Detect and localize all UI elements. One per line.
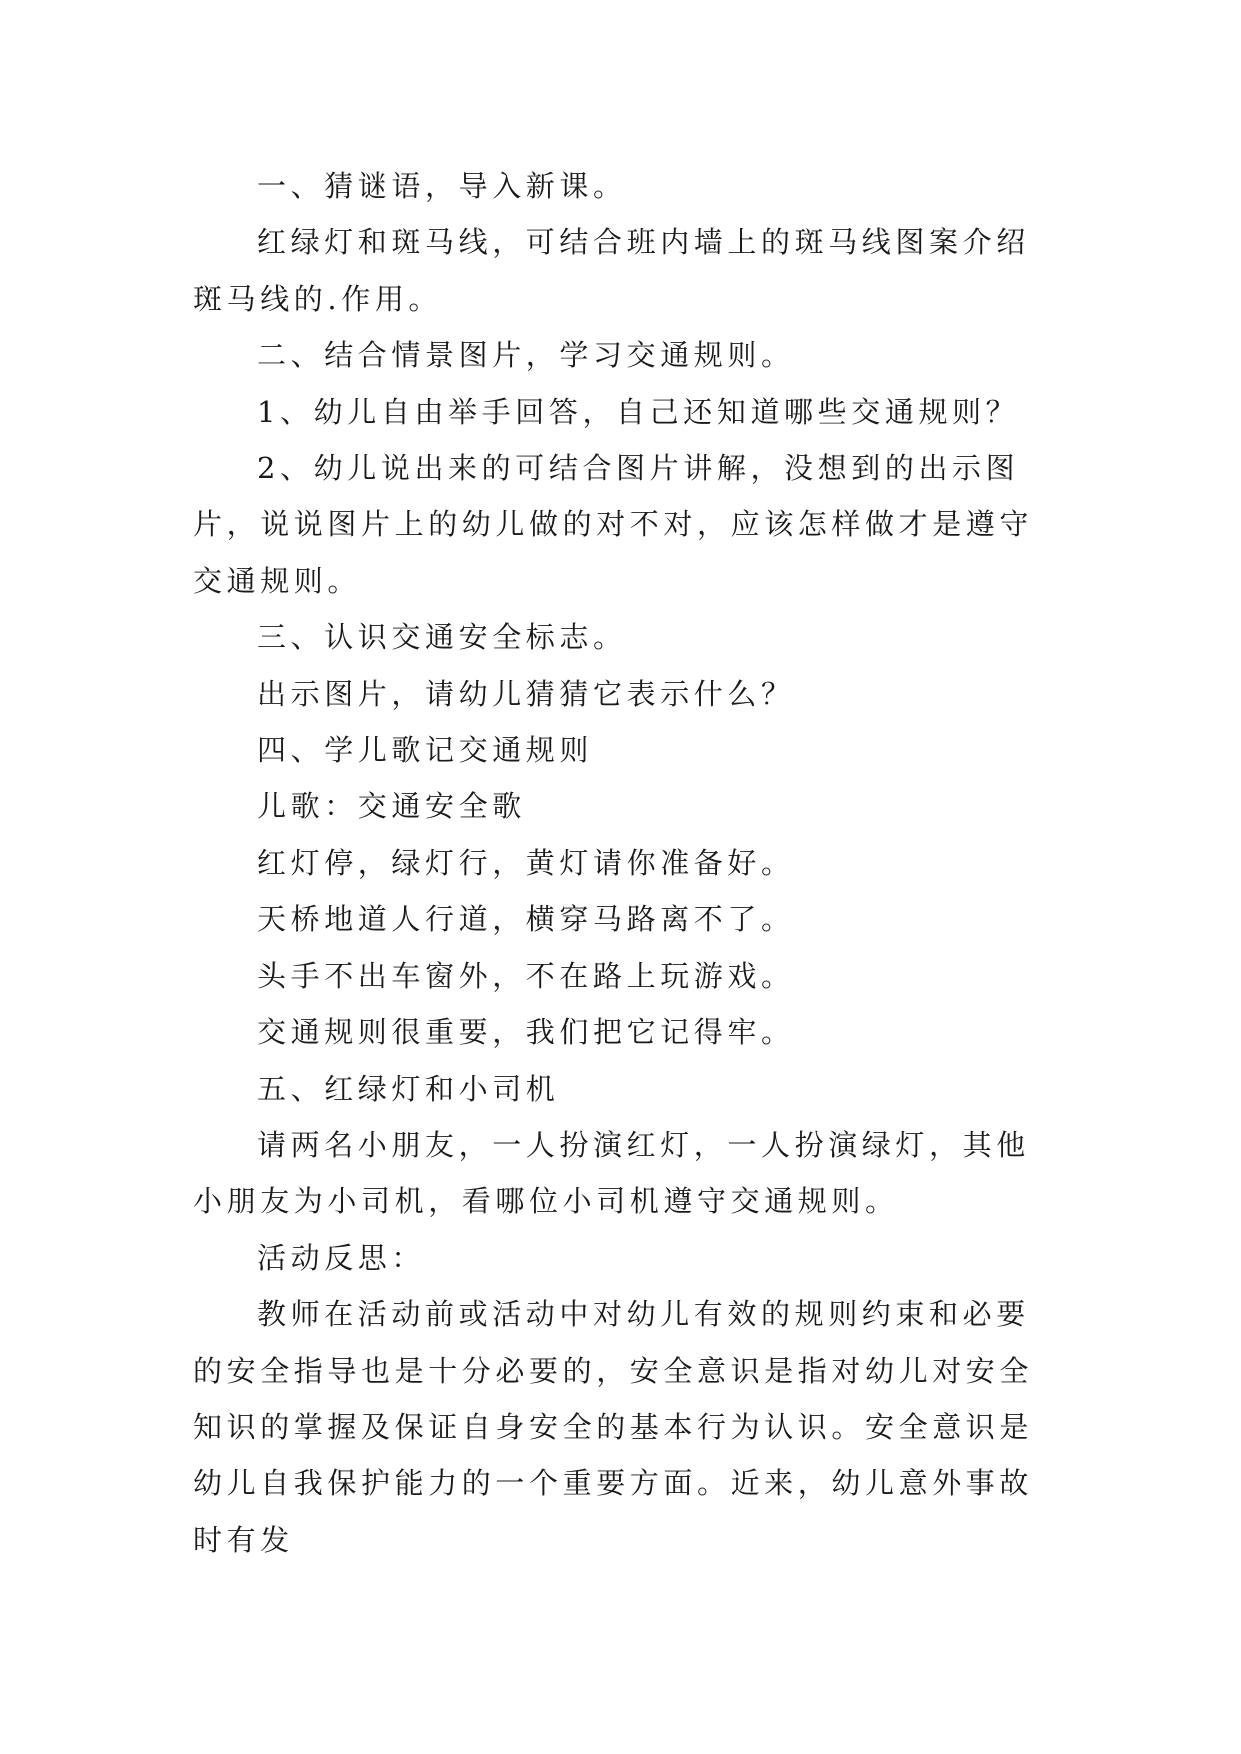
paragraph: 四、学儿歌记交通规则 (257, 733, 594, 768)
document-body (193, 158, 1053, 1568)
paragraph: 红灯停，绿灯行，黄灯请你准备好。 (257, 845, 795, 880)
paragraph: 出示图片，请幼儿猜猜它表示什么？ (257, 676, 795, 711)
paragraph: 2、幼儿说出来的可结合图片讲解，没想到的出示图片，说说图片上的幼儿做的对不对，应该怎样做才是遵守交通规则。 (193, 451, 1034, 598)
paragraph: 交通规则很重要，我们把它记得牢。 (257, 1015, 795, 1050)
paragraph: 活动反思： (257, 1240, 426, 1275)
paragraph: 一、猜谜语，导入新课。 (257, 169, 627, 203)
paragraph: 请两名小朋友，一人扮演红灯，一人扮演绿灯，其他小朋友为小司机，看哪位小司机遵守交通规则。 (193, 1127, 1030, 1219)
paragraph: 三、认识交通安全标志。 (257, 620, 627, 655)
paragraph: 儿歌：交通安全歌 (257, 789, 526, 824)
paragraph: 头手不出车窗外，不在路上玩游戏。 (257, 958, 795, 993)
paragraph: 教师在活动前或活动中对幼儿有效的规则约束和必要的安全指导也是十分必要的，安全意识是指对幼儿对安全知识的掌握及保证自身安全的基本行为认识。安全意识是幼儿自我保护能力的一个重要方面。近来，幼儿意外事故时有发 (193, 1297, 1034, 1557)
paragraph: 1、幼儿自由举手回答，自己还知道哪些交通规则？ (257, 394, 1020, 429)
paragraph: 二、结合情景图片，学习交通规则。 (257, 338, 795, 373)
paragraph: 天桥地道人行道，横穿马路离不了。 (257, 902, 795, 937)
paragraph: 五、红绿灯和小司机 (257, 1071, 560, 1106)
paragraph: 红绿灯和斑马线，可结合班内墙上的斑马线图案介绍斑马线的.作用。 (193, 225, 1030, 316)
